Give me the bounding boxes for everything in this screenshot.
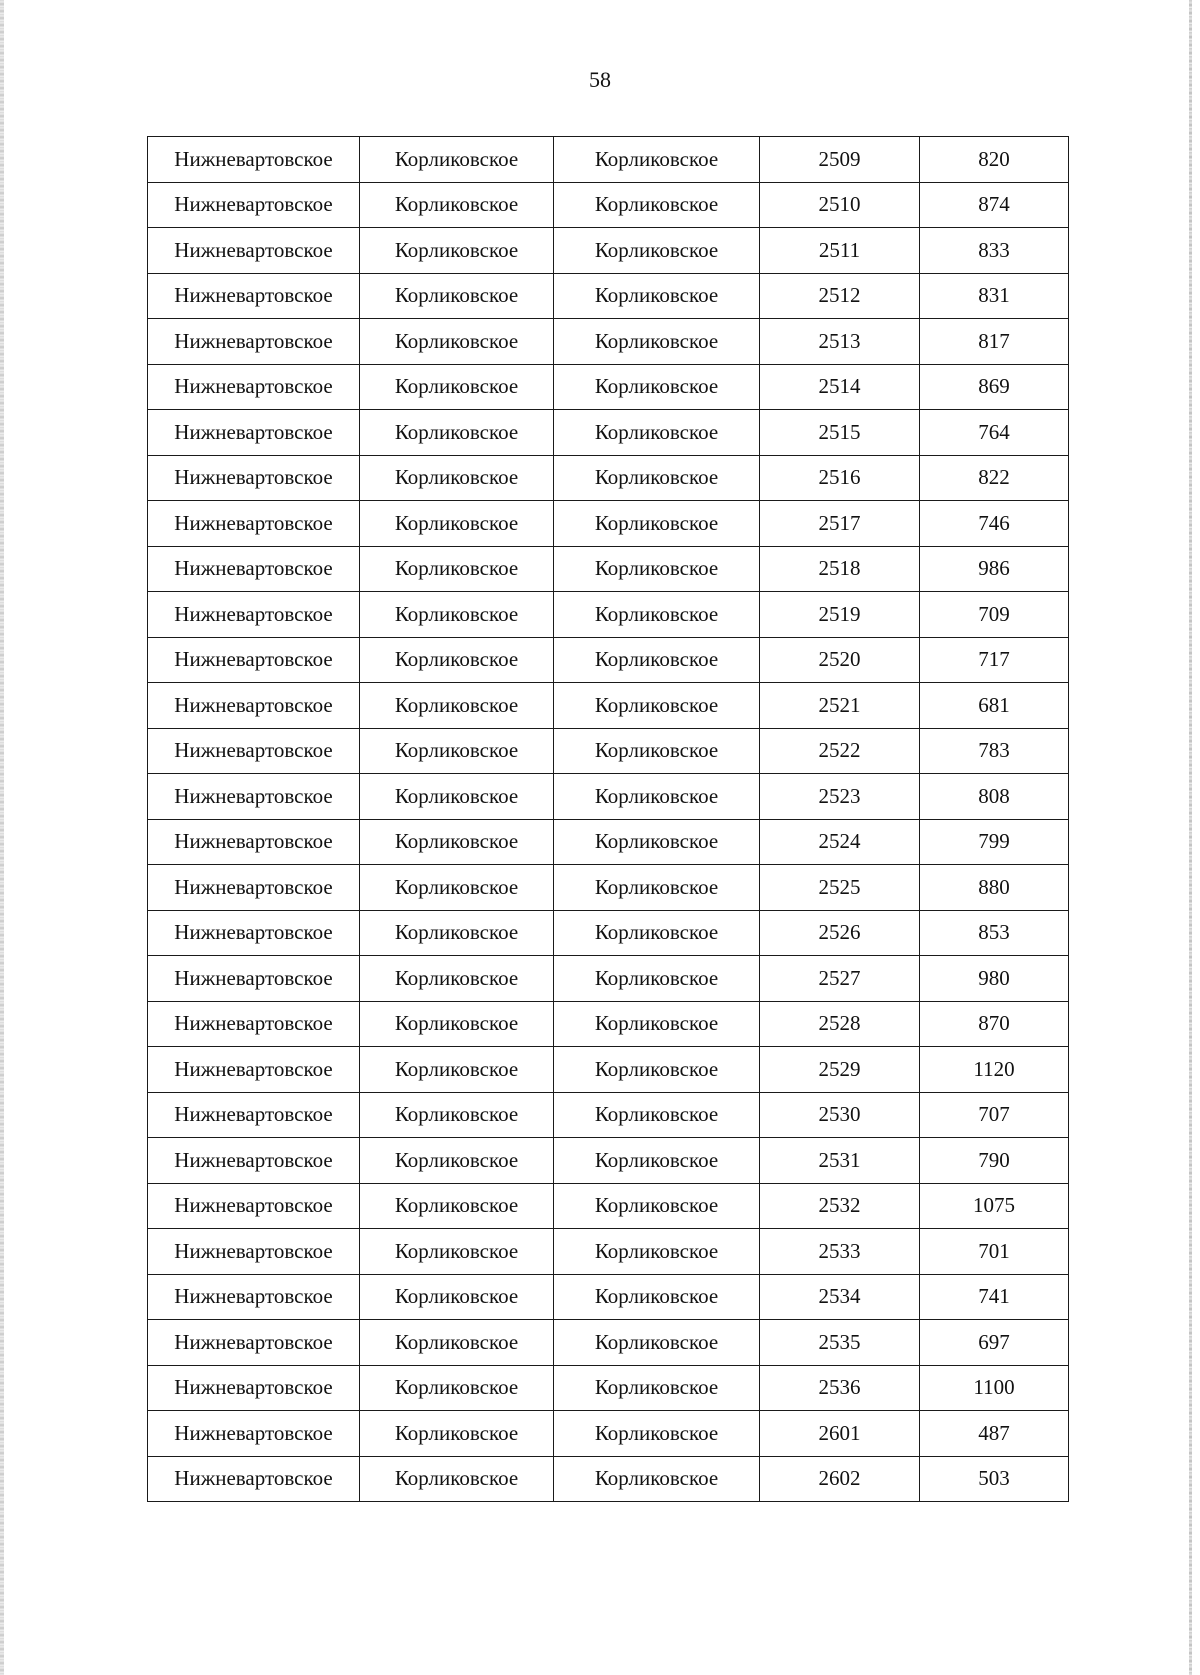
value-cell: 717: [920, 637, 1069, 683]
number-cell: 2527: [760, 956, 920, 1002]
value-cell: 820: [920, 137, 1069, 183]
value-cell: 831: [920, 273, 1069, 319]
number-cell: 2510: [760, 182, 920, 228]
deposit-cell: Корликовское: [554, 228, 760, 274]
deposit-cell: Корликовское: [554, 910, 760, 956]
table-row: [148, 956, 1069, 1002]
value-cell: 833: [920, 228, 1069, 274]
table-row: [148, 637, 1069, 683]
value-cell: 980: [920, 956, 1069, 1002]
field-cell: Корликовское: [360, 774, 554, 820]
value-cell: 707: [920, 1092, 1069, 1138]
number-cell: 2602: [760, 1456, 920, 1502]
field-cell: Корликовское: [360, 1320, 554, 1366]
table-row: [148, 1365, 1069, 1411]
deposit-cell: Корликовское: [554, 546, 760, 592]
table-row: [148, 1138, 1069, 1184]
district-cell: Нижневартовское: [148, 1320, 360, 1366]
deposit-cell: Корликовское: [554, 1411, 760, 1457]
table-row: [148, 819, 1069, 865]
field-cell: Корликовское: [360, 182, 554, 228]
number-cell: 2532: [760, 1183, 920, 1229]
table-row: [148, 1320, 1069, 1366]
field-cell: Корликовское: [360, 819, 554, 865]
value-cell: 709: [920, 592, 1069, 638]
number-cell: 2511: [760, 228, 920, 274]
district-cell: Нижневартовское: [148, 1047, 360, 1093]
district-cell: Нижневартовское: [148, 728, 360, 774]
deposit-cell: Корликовское: [554, 137, 760, 183]
district-cell: Нижневартовское: [148, 1229, 360, 1275]
field-cell: Корликовское: [360, 1411, 554, 1457]
value-cell: 681: [920, 683, 1069, 729]
district-cell: Нижневартовское: [148, 410, 360, 456]
number-cell: 2524: [760, 819, 920, 865]
number-cell: 2535: [760, 1320, 920, 1366]
field-cell: Корликовское: [360, 137, 554, 183]
value-cell: 1100: [920, 1365, 1069, 1411]
district-cell: Нижневартовское: [148, 1183, 360, 1229]
value-cell: 799: [920, 819, 1069, 865]
deposit-cell: Корликовское: [554, 455, 760, 501]
deposit-cell: Корликовское: [554, 1274, 760, 1320]
deposit-cell: Корликовское: [554, 637, 760, 683]
field-cell: Корликовское: [360, 1229, 554, 1275]
value-cell: 487: [920, 1411, 1069, 1457]
number-cell: 2518: [760, 546, 920, 592]
table-row: [148, 319, 1069, 365]
number-cell: 2526: [760, 910, 920, 956]
district-cell: Нижневартовское: [148, 273, 360, 319]
number-cell: 2512: [760, 273, 920, 319]
district-cell: Нижневартовское: [148, 1411, 360, 1457]
number-cell: 2509: [760, 137, 920, 183]
value-cell: 701: [920, 1229, 1069, 1275]
table-row: [148, 728, 1069, 774]
value-cell: 790: [920, 1138, 1069, 1184]
page-number: 58: [589, 67, 611, 92]
number-cell: 2523: [760, 774, 920, 820]
table-row: [148, 1411, 1069, 1457]
field-cell: Корликовское: [360, 364, 554, 410]
deposit-cell: Корликовское: [554, 1047, 760, 1093]
field-cell: Корликовское: [360, 410, 554, 456]
table-row: [148, 1092, 1069, 1138]
number-cell: 2528: [760, 1001, 920, 1047]
table-row: [148, 1047, 1069, 1093]
number-cell: 2536: [760, 1365, 920, 1411]
field-cell: Корликовское: [360, 1456, 554, 1502]
data-table: [147, 136, 1069, 1502]
scan-edge-left: [0, 0, 4, 1675]
field-cell: Корликовское: [360, 1183, 554, 1229]
district-cell: Нижневартовское: [148, 1365, 360, 1411]
table-body: [148, 137, 1069, 1502]
table-row: [148, 137, 1069, 183]
value-cell: 783: [920, 728, 1069, 774]
value-cell: 870: [920, 1001, 1069, 1047]
table-row: [148, 683, 1069, 729]
deposit-cell: Корликовское: [554, 1320, 760, 1366]
deposit-cell: Корликовское: [554, 865, 760, 911]
district-cell: Нижневартовское: [148, 956, 360, 1002]
deposit-cell: Корликовское: [554, 1138, 760, 1184]
field-cell: Корликовское: [360, 1047, 554, 1093]
table-row: [148, 455, 1069, 501]
number-cell: 2529: [760, 1047, 920, 1093]
number-cell: 2521: [760, 683, 920, 729]
district-cell: Нижневартовское: [148, 910, 360, 956]
number-cell: 2530: [760, 1092, 920, 1138]
deposit-cell: Корликовское: [554, 1092, 760, 1138]
number-cell: 2520: [760, 637, 920, 683]
district-cell: Нижневартовское: [148, 1092, 360, 1138]
district-cell: Нижневартовское: [148, 1001, 360, 1047]
table-row: [148, 774, 1069, 820]
value-cell: 764: [920, 410, 1069, 456]
field-cell: Корликовское: [360, 273, 554, 319]
table-row: [148, 1183, 1069, 1229]
deposit-cell: Корликовское: [554, 273, 760, 319]
value-cell: 817: [920, 319, 1069, 365]
deposit-cell: Корликовское: [554, 1183, 760, 1229]
district-cell: Нижневартовское: [148, 683, 360, 729]
field-cell: Корликовское: [360, 319, 554, 365]
field-cell: Корликовское: [360, 728, 554, 774]
number-cell: 2519: [760, 592, 920, 638]
value-cell: 1075: [920, 1183, 1069, 1229]
value-cell: 986: [920, 546, 1069, 592]
value-cell: 853: [920, 910, 1069, 956]
value-cell: 741: [920, 1274, 1069, 1320]
number-cell: 2513: [760, 319, 920, 365]
deposit-cell: Корликовское: [554, 819, 760, 865]
number-cell: 2517: [760, 501, 920, 547]
scan-edge-right: [1189, 0, 1192, 1675]
value-cell: 880: [920, 865, 1069, 911]
deposit-cell: Корликовское: [554, 364, 760, 410]
field-cell: Корликовское: [360, 455, 554, 501]
field-cell: Корликовское: [360, 1274, 554, 1320]
field-cell: Корликовское: [360, 1001, 554, 1047]
table-row: [148, 1229, 1069, 1275]
district-cell: Нижневартовское: [148, 774, 360, 820]
district-cell: Нижневартовское: [148, 819, 360, 865]
deposit-cell: Корликовское: [554, 1001, 760, 1047]
table-row: [148, 865, 1069, 911]
value-cell: 822: [920, 455, 1069, 501]
field-cell: Корликовское: [360, 956, 554, 1002]
field-cell: Корликовское: [360, 228, 554, 274]
district-cell: Нижневартовское: [148, 546, 360, 592]
table-row: [148, 1274, 1069, 1320]
district-cell: Нижневартовское: [148, 182, 360, 228]
table-row: [148, 910, 1069, 956]
deposit-cell: Корликовское: [554, 1229, 760, 1275]
deposit-cell: Корликовское: [554, 774, 760, 820]
field-cell: Корликовское: [360, 637, 554, 683]
table-row: [148, 546, 1069, 592]
number-cell: 2514: [760, 364, 920, 410]
value-cell: 746: [920, 501, 1069, 547]
deposit-cell: Корликовское: [554, 319, 760, 365]
number-cell: 2522: [760, 728, 920, 774]
table-row: [148, 592, 1069, 638]
deposit-cell: Корликовское: [554, 683, 760, 729]
district-cell: Нижневартовское: [148, 501, 360, 547]
table-row: [148, 273, 1069, 319]
deposit-cell: Корликовское: [554, 956, 760, 1002]
field-cell: Корликовское: [360, 1092, 554, 1138]
field-cell: Корликовское: [360, 1138, 554, 1184]
deposit-cell: Корликовское: [554, 1365, 760, 1411]
district-cell: Нижневартовское: [148, 319, 360, 365]
table-row: [148, 364, 1069, 410]
table-row: [148, 410, 1069, 456]
district-cell: Нижневартовское: [148, 1274, 360, 1320]
field-cell: Корликовское: [360, 865, 554, 911]
district-cell: Нижневартовское: [148, 137, 360, 183]
deposit-cell: Корликовское: [554, 410, 760, 456]
table-row: [148, 228, 1069, 274]
number-cell: 2601: [760, 1411, 920, 1457]
district-cell: Нижневартовское: [148, 228, 360, 274]
deposit-cell: Корликовское: [554, 1456, 760, 1502]
field-cell: Корликовское: [360, 592, 554, 638]
field-cell: Корликовское: [360, 910, 554, 956]
deposit-cell: Корликовское: [554, 182, 760, 228]
deposit-cell: Корликовское: [554, 592, 760, 638]
number-cell: 2534: [760, 1274, 920, 1320]
value-cell: 1120: [920, 1047, 1069, 1093]
value-cell: 874: [920, 182, 1069, 228]
value-cell: 808: [920, 774, 1069, 820]
field-cell: Корликовское: [360, 683, 554, 729]
number-cell: 2525: [760, 865, 920, 911]
number-cell: 2515: [760, 410, 920, 456]
number-cell: 2533: [760, 1229, 920, 1275]
district-cell: Нижневартовское: [148, 637, 360, 683]
district-cell: Нижневартовское: [148, 455, 360, 501]
value-cell: 697: [920, 1320, 1069, 1366]
value-cell: 869: [920, 364, 1069, 410]
district-cell: Нижневартовское: [148, 1456, 360, 1502]
deposit-cell: Корликовское: [554, 501, 760, 547]
number-cell: 2531: [760, 1138, 920, 1184]
field-cell: Корликовское: [360, 1365, 554, 1411]
table-row: [148, 501, 1069, 547]
deposit-cell: Корликовское: [554, 728, 760, 774]
table-row: [148, 1001, 1069, 1047]
table-row: [148, 182, 1069, 228]
value-cell: 503: [920, 1456, 1069, 1502]
district-cell: Нижневартовское: [148, 592, 360, 638]
field-cell: Корликовское: [360, 501, 554, 547]
field-cell: Корликовское: [360, 546, 554, 592]
number-cell: 2516: [760, 455, 920, 501]
table-row: [148, 1456, 1069, 1502]
district-cell: Нижневартовское: [148, 1138, 360, 1184]
district-cell: Нижневартовское: [148, 865, 360, 911]
district-cell: Нижневартовское: [148, 364, 360, 410]
